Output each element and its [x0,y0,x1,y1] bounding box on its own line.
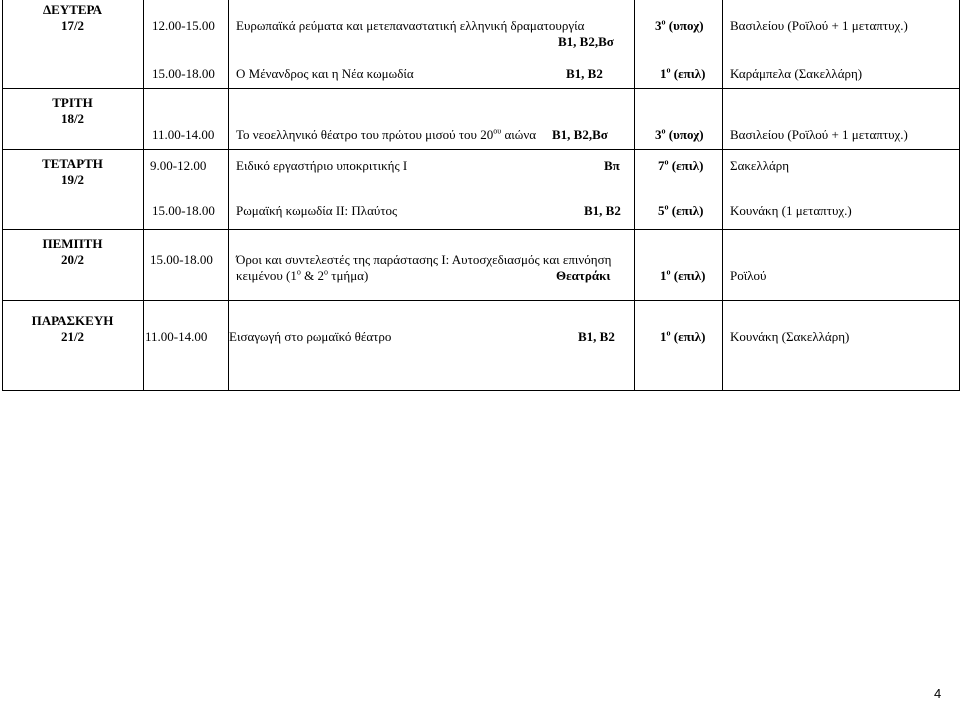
instructor: Κουνάκη (1 μεταπτυχ.) [730,203,852,218]
course-title: Το νεοελληνικό θέατρο του πρώτου μισού του $20^{o\upsilon}$ αιώνα [236,126,537,142]
instructor: Σακελλάρη [730,158,790,173]
semester: $3^o$ (υποχ) [655,126,704,142]
semester: $1^o$ (επιλ) [660,65,706,81]
day-name: ΠΑΡΑΣΚΕΥΗ [31,313,114,328]
course-groups: Β1, Β2,Βσ [558,34,614,49]
day-name: ΤΡΙΤΗ [52,95,93,110]
time-slot: 11.00-14.00 [152,127,215,142]
time-slot: 11.00-14.00 [145,329,208,344]
time-slot: 15.00-18.00 [150,252,213,267]
instructor: Κουνάκη (Σακελλάρη) [730,329,850,344]
day-date: 17/2 [60,18,85,33]
day-cell-monday [3,2,142,34]
semester: $5^o$ (επιλ) [658,202,704,218]
course-title-line-2: κειμένου ($1^o$ & $2^o$ τμήμα) [236,267,369,283]
course-title: Ρωμαϊκή κωμωδία ΙΙ: Πλαύτος [236,203,398,218]
time-slot: 12.00-15.00 [152,18,215,33]
column-divider [722,0,723,390]
day-cell-tuesday [3,95,142,127]
instructor: Καράμπελα (Σακελλάρη) [730,66,863,81]
day-name: ΤΕΤΑΡΤΗ [42,156,103,171]
instructor: Βασιλείου (Ροϊλού + 1 μεταπτυχ.) [730,127,908,142]
row-divider [2,229,959,230]
day-date: 21/2 [60,329,85,344]
day-cell-thursday [3,236,142,268]
course-title-line-1: Όροι και συντελεστές της παράστασης Ι: Αυτοσχεδιασμός και επινόηση [236,252,612,267]
semester: $7^o$ (επιλ) [658,157,704,173]
row-divider [2,88,959,89]
day-date: 18/2 [60,111,85,126]
row-divider [2,300,959,301]
course-groups: Β1, Β2 [578,329,615,344]
semester: $1^o$ (επιλ) [660,267,706,283]
semester: $3^o$ (υποχ) [655,17,704,33]
course-groups: Β1, Β2 [566,66,603,81]
column-divider [143,0,144,390]
semester: $1^o$ (επιλ) [660,328,706,344]
time-slot: 15.00-18.00 [152,66,215,81]
row-divider [2,149,959,150]
day-name: ΔΕΥΤΕΡΑ [43,2,102,17]
course-groups: Β1, Β2,Βσ [552,127,608,142]
time-slot: 15.00-18.00 [152,203,215,218]
course-title: Ευρωπαϊκά ρεύματα και μετεπαναστατική ελληνική δραματουργία [236,18,585,33]
page-number: 4 [934,686,942,701]
course-title: Ο Μένανδρος και η Νέα κωμωδία [236,66,414,81]
instructor: Ροϊλού [730,268,767,283]
instructor: Βασιλείου (Ροϊλού + 1 μεταπτυχ.) [730,18,908,33]
day-cell-friday [3,313,142,345]
course-title: Ειδικό εργαστήριο υποκριτικής Ι [236,158,408,173]
course-title: Εισαγωγή στο ρωμαϊκό θέατρο [229,329,392,344]
course-groups: Β1, Β2 [584,203,621,218]
day-date: 19/2 [60,172,85,187]
column-divider [634,0,635,390]
day-name: ΠΕΜΠΤΗ [42,236,103,251]
day-cell-wednesday [3,156,142,188]
course-groups: Θεατράκι [556,268,611,283]
course-groups: Βπ [604,158,620,173]
day-date: 20/2 [60,252,85,267]
time-slot: 9.00-12.00 [150,158,207,173]
